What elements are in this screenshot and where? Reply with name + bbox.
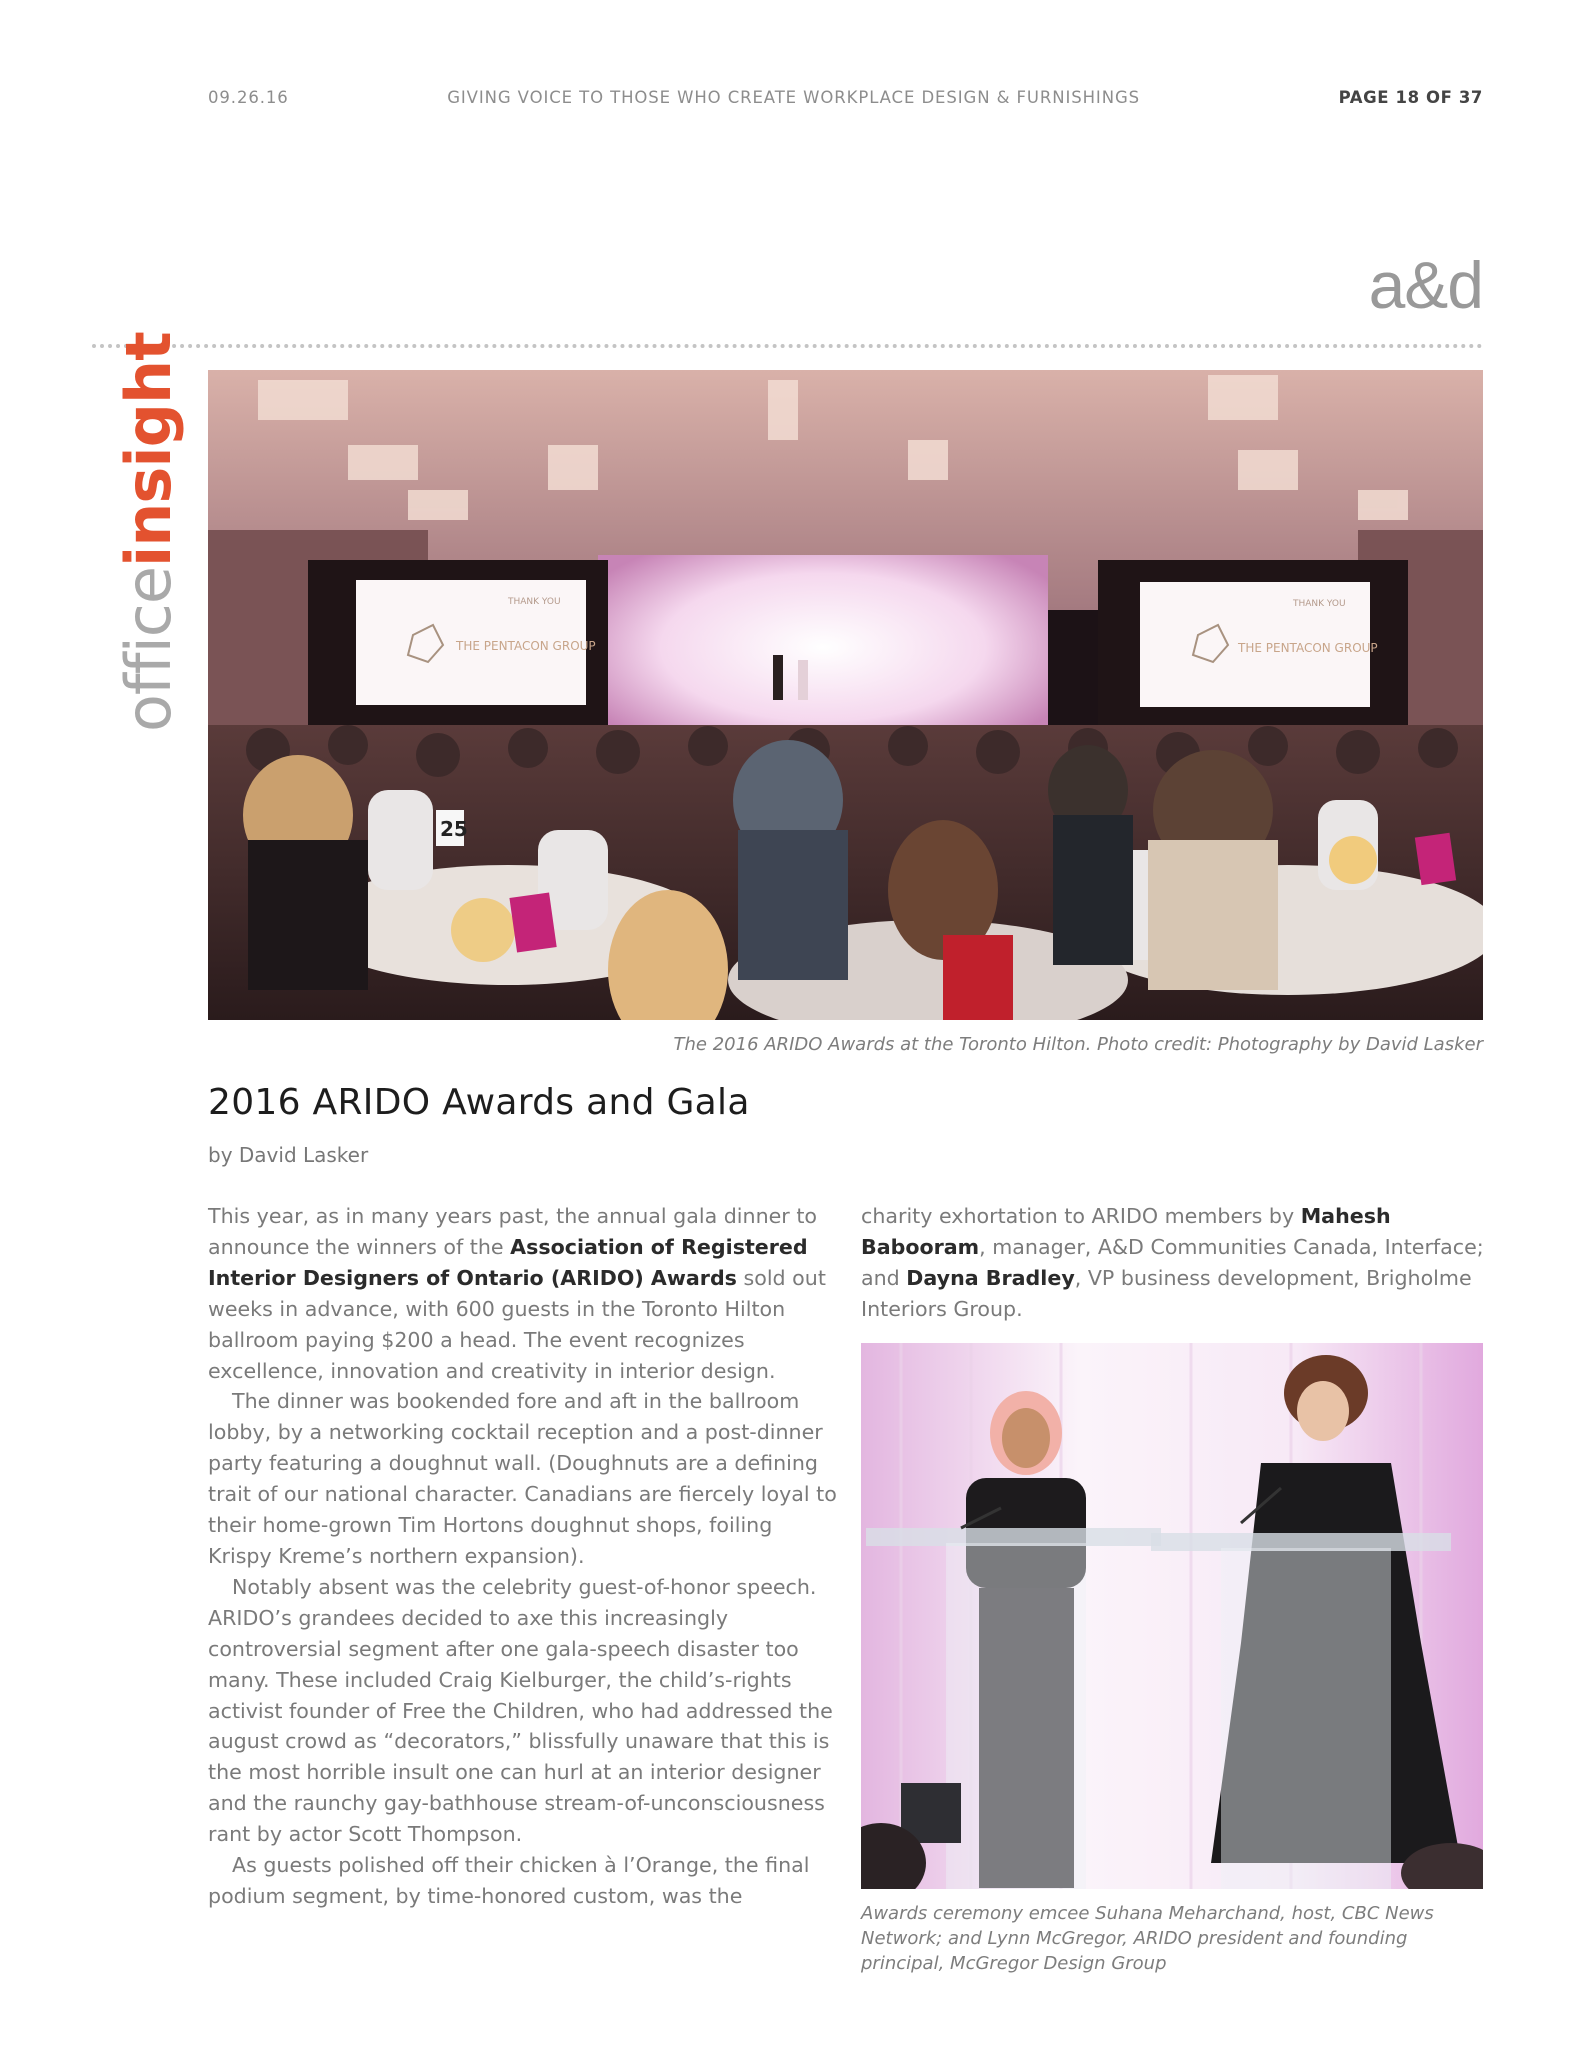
arido-awards-name: Association of Registered Interior Designers of Ontario (ARIDO) Awards: [208, 1234, 808, 1290]
logo-insight-text: insight: [112, 332, 185, 567]
screen-thank-you-right: THANK YOU: [1293, 599, 1346, 609]
podium-speakers-photo: [861, 1343, 1483, 1889]
section-label: a&d: [1368, 248, 1483, 322]
person-name-babooram: Mahesh Babooram: [861, 1204, 1391, 1259]
article-body-right-column: [861, 1201, 1491, 1325]
screen-brand-right: THE PENTACON GROUP: [1238, 641, 1378, 655]
article-title: 2016 ARIDO Awards and Gala: [208, 1082, 750, 1123]
article-byline: by David Lasker: [208, 1143, 369, 1167]
article-paragraph: As guests polished off their chicken à l’Orange, the final podium segment, by time-honored custom, was the: [208, 1853, 810, 1908]
header-date: 09.26.16: [208, 88, 289, 107]
screen-brand-left: THE PENTACON GROUP: [456, 639, 596, 653]
article-paragraph: charity exhortation to ARIDO members by Mahesh Babooram, manager, A&D Communities Canada, Interface; and Dayna Bradley, VP business development, Brigholme Interiors Group.: [861, 1204, 1484, 1321]
article-body-left-column: [208, 1201, 838, 1912]
podium-photo-caption: Awards ceremony emcee Suhana Meharchand, host, CBC News Network; and Lynn McGregor, ARIDO president and founding principal, McGregor Design Group: [861, 1903, 1434, 1974]
hero-photo-caption: The 2016 ARIDO Awards at the Toronto Hilton. Photo credit: Photography by David Lasker: [673, 1034, 1483, 1055]
article-paragraph: This year, as in many years past, the annual gala dinner to announce the winners of the Association of Registered Interior Designers of Ontario (ARIDO) Awards sold out weeks in advance, with 600 guests in the Toronto Hilton ballroom paying $200 a head. The event recognizes excellence, innovation and creativity in interior design.: [208, 1204, 826, 1383]
dotted-divider: [92, 344, 1483, 348]
article-paragraph: The dinner was bookended fore and aft in the ballroom lobby, by a networking cocktail reception and a post-dinner party featuring a doughnut wall. (Doughnuts are a defining trait of our national character. Canadians are fiercely loyal to their home-grown Tim Hortons doughnut shops, foiling Krispy Kreme’s northern expansion).: [208, 1389, 837, 1568]
header-tagline: GIVING VOICE TO THOSE WHO CREATE WORKPLACE DESIGN & FURNISHINGS: [447, 88, 1140, 107]
table-number-card: 25: [440, 817, 468, 841]
screen-thank-you-left: THANK YOU: [508, 597, 561, 607]
gala-ballroom-photo: [208, 370, 1483, 1020]
article-paragraph: Notably absent was the celebrity guest-of-honor speech. ARIDO’s grandees decided to axe this increasingly controversial segment after one gala-speech disaster too many. These included Craig Kielburger, the child’s-rights activist founder of Free the Children, who had addressed the august crowd as “decorators,” blissfully unaware that this is the most horrible insult one can hurl at an interior designer and the raunchy gay-bathhouse stream-of-unconsciousness rant by actor Scott Thompson.: [208, 1574, 833, 1847]
page-indicator: PAGE 18 OF 37: [1338, 88, 1483, 107]
person-name-bradley: Dayna Bradley: [906, 1265, 1075, 1290]
logo-office-text: office: [112, 566, 185, 732]
